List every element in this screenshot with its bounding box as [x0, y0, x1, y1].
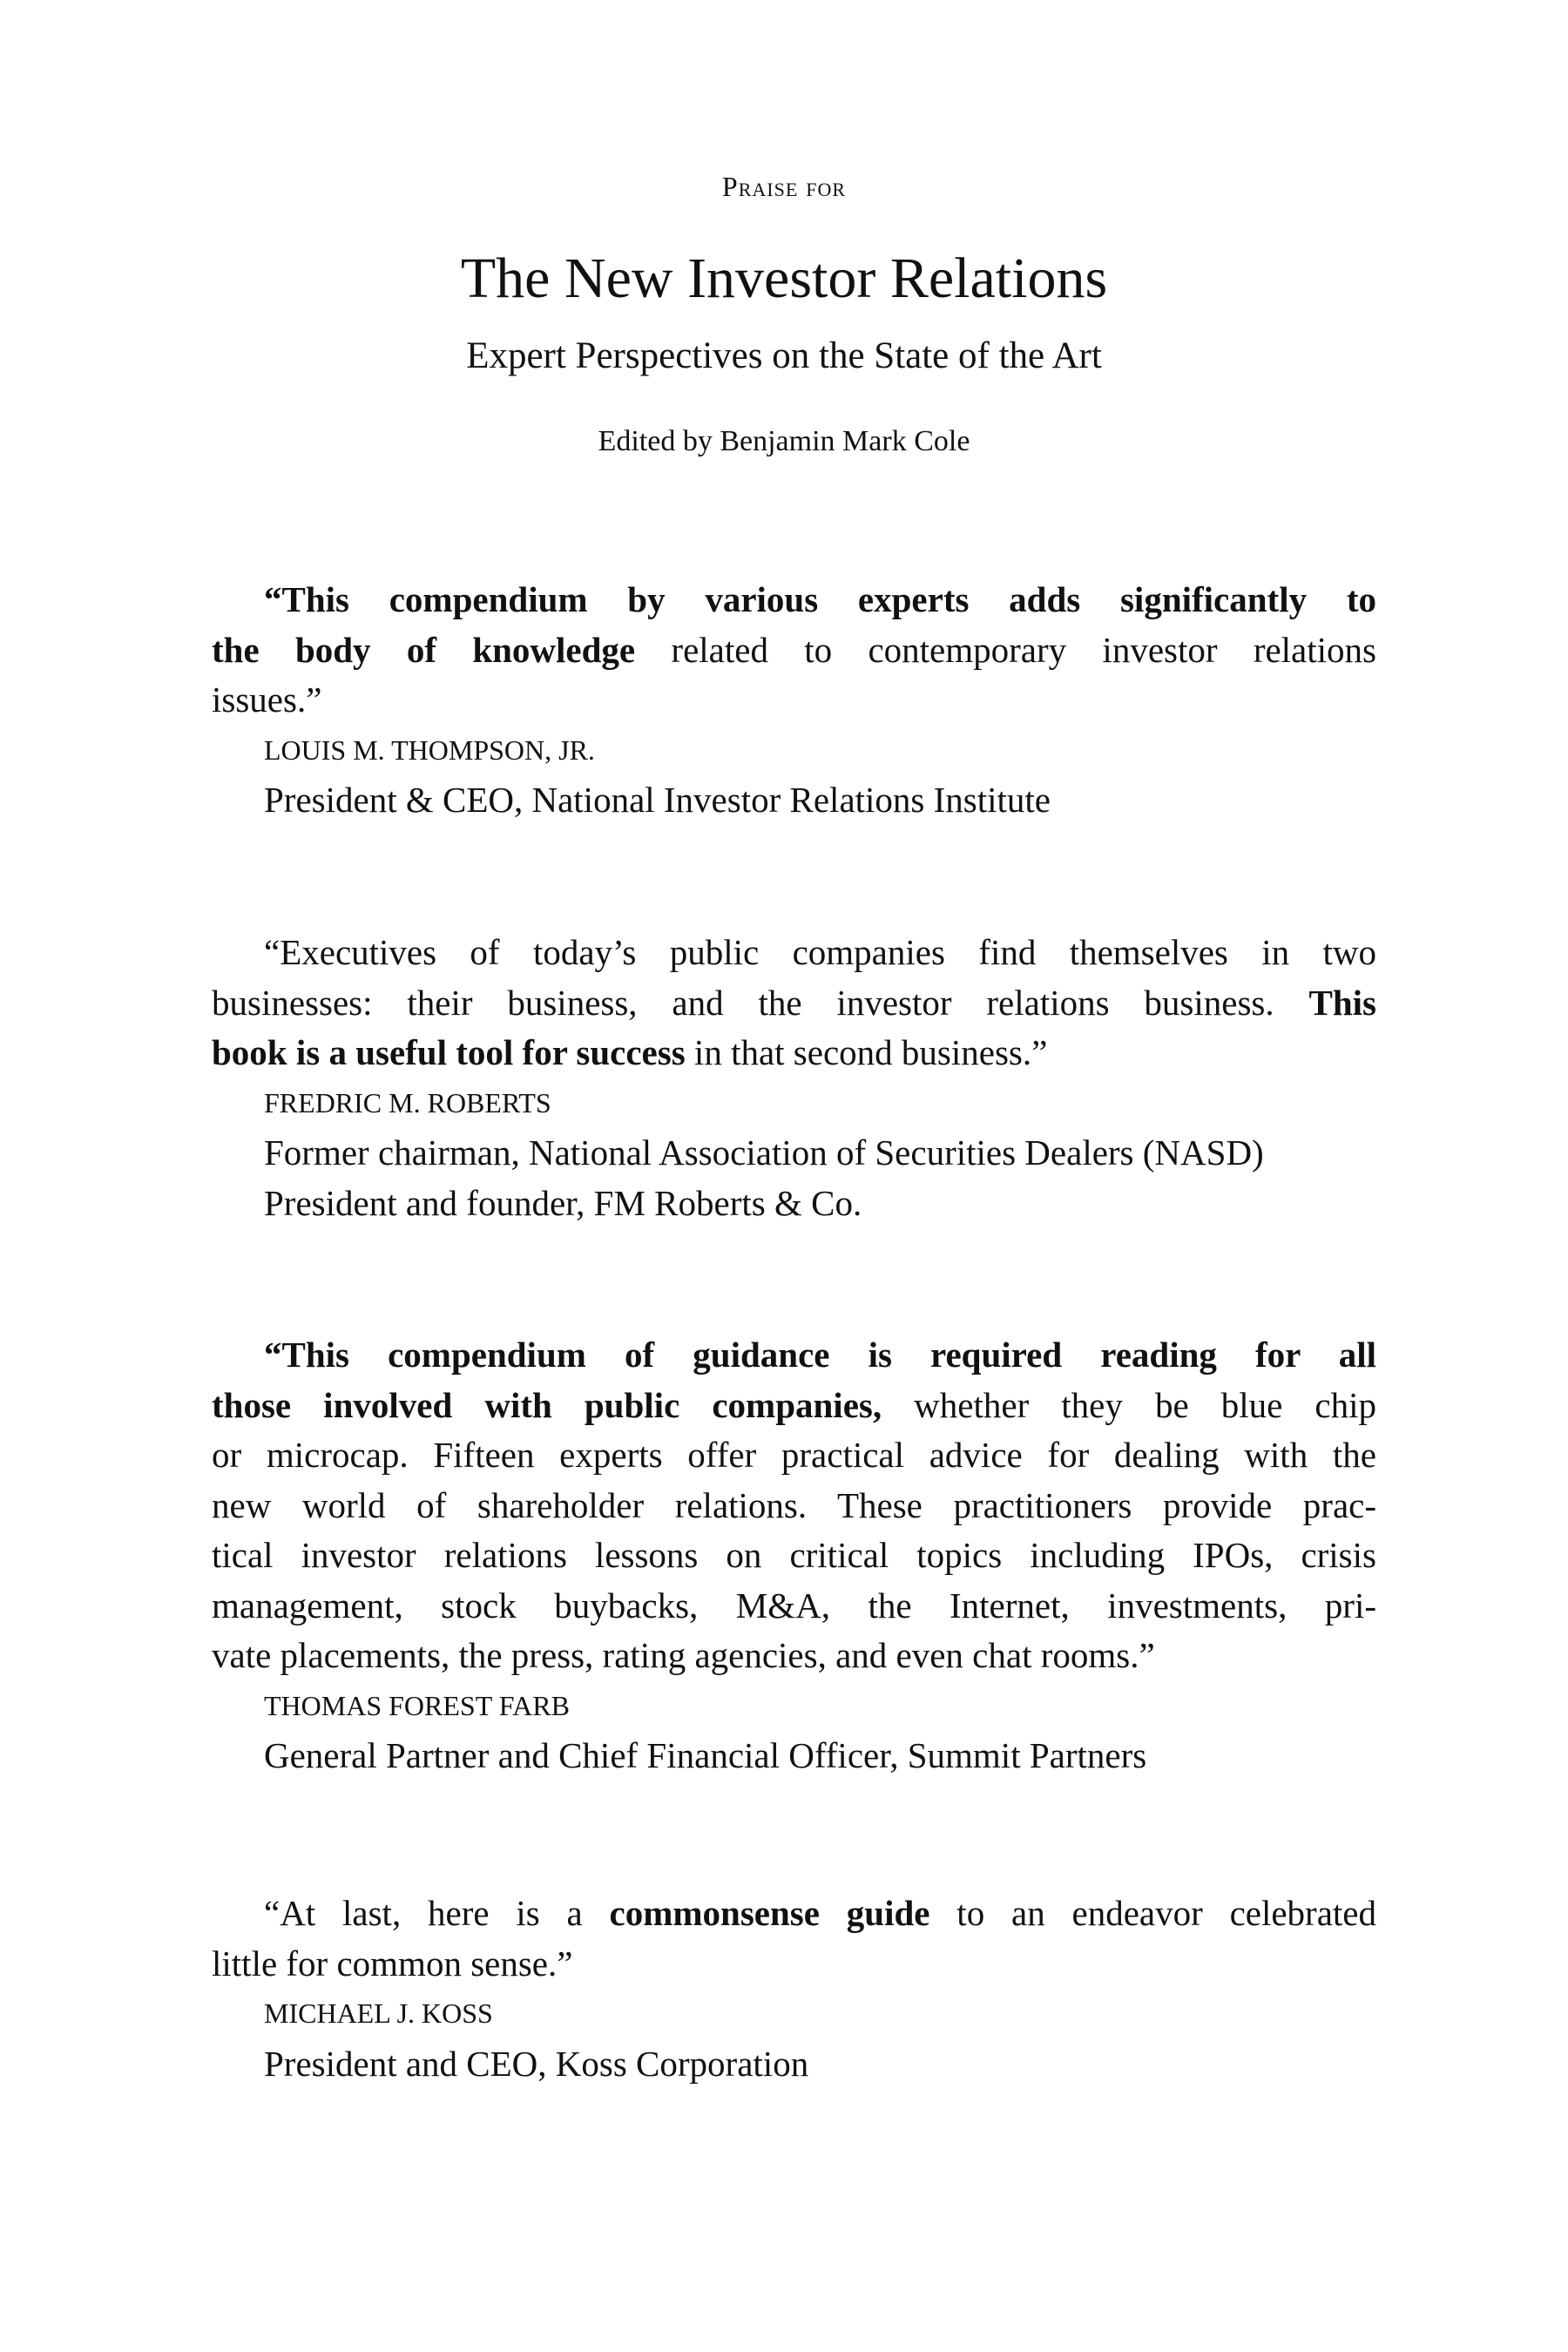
quote-text: businesses: their business, and the investor relations business. [212, 982, 1309, 1023]
quote-line [212, 1939, 1376, 1990]
quote-text: or microcap. Fifteen experts offer practical advice for dealing with the [212, 1435, 1376, 1475]
quote-line [212, 978, 1376, 1029]
quote-line [212, 1631, 1376, 1681]
quote-line [212, 625, 1376, 676]
endorser-name: LOUIS M. THOMPSON, JR. [264, 733, 595, 766]
quote-line [212, 1481, 1376, 1531]
endorser-name: THOMAS FOREST FARB [264, 1689, 570, 1721]
endorser-affiliation: President & CEO, National Investor Relations Institute [264, 780, 1051, 820]
endorser-name: FREDRIC M. ROBERTS [264, 1086, 551, 1119]
quote-emphasis: commonsense guide [609, 1893, 930, 1933]
quote-emphasis: book is a useful tool for success [212, 1032, 686, 1072]
quote-line [212, 1381, 1376, 1431]
quote-text: little for common sense.” [212, 1943, 573, 1984]
quote-text: “At last, here is a [264, 1893, 610, 1933]
book-title: The New Investor Relations [460, 247, 1108, 310]
endorser-affiliation: Former chairman, National Association of Securities Dealers (NASD) [264, 1132, 1264, 1173]
quote-line [212, 1889, 1376, 1939]
quote-emphasis: those involved with public companies, [212, 1384, 882, 1425]
quote-text: to an endeavor celebrated [929, 1893, 1377, 1933]
testimonial [212, 1889, 1376, 2089]
quote-line [212, 575, 1376, 625]
quote-text: new world of shareholder relations. These practitioners provide prac- [212, 1484, 1376, 1525]
endorser-affiliation: President and CEO, Koss Corporation [264, 2043, 809, 2084]
quote-text: issues.” [212, 679, 322, 720]
quote-line [212, 1330, 1376, 1381]
book-subtitle: Expert Perspectives on the State of the Art [466, 335, 1102, 376]
quote-text: vate placements, the press, rating agencies, and even chat rooms.” [212, 1635, 1155, 1675]
quote-line [212, 1581, 1376, 1632]
quote-emphasis: “This compendium of guidance is required reading for all [264, 1335, 1376, 1375]
editor-credit: Edited by Benjamin Mark Cole [598, 425, 970, 457]
quote-line [212, 928, 1376, 978]
quote-emphasis: the body of knowledge [212, 629, 636, 670]
quote-line [212, 1531, 1376, 1581]
endorser-name: MICHAEL J. KOSS [264, 1997, 493, 2029]
quote-emphasis: “This compendium by various experts adds significantly to [264, 579, 1376, 619]
quote-text: whether they be blue chip [882, 1384, 1376, 1425]
quote-line [212, 1028, 1376, 1078]
quote-text: in that second business.” [685, 1032, 1048, 1072]
quote-line [212, 675, 1376, 726]
testimonial [212, 928, 1376, 1228]
endorser-affiliation: General Partner and Chief Financial Officer, Summit Partners [264, 1735, 1147, 1775]
quote-text: related to contemporary investor relations [635, 629, 1376, 670]
testimonial [212, 575, 1376, 826]
quote-text: management, stock buybacks, M&A, the Internet, investments, pri- [212, 1585, 1376, 1625]
quote-emphasis: This [1308, 982, 1376, 1023]
quote-text: “Executives of today’s public companies find themselves in two [264, 932, 1376, 972]
testimonial [212, 1330, 1376, 1781]
praise-for-label: Praise for [721, 171, 847, 202]
quote-text: tical investor relations lessons on critical topics including IPOs, crisis [212, 1535, 1376, 1575]
endorser-affiliation: President and founder, FM Roberts & Co. [264, 1182, 862, 1223]
quote-line [212, 1430, 1376, 1481]
